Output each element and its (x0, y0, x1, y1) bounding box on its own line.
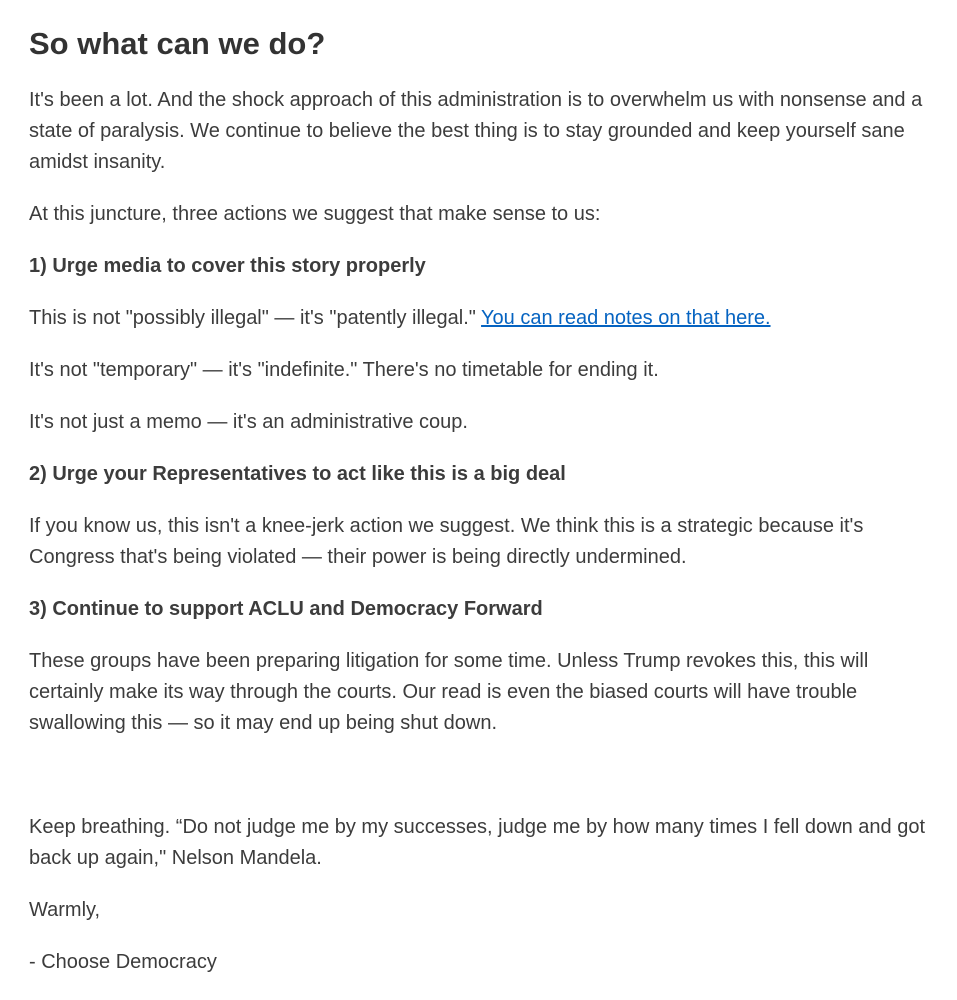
signature: - Choose Democracy (29, 951, 217, 973)
section-2-body: If you know us, this isn't a knee-jerk action we suggest. We think this is a strategic because it's Congress that's being violated — their power is being directly undermined. (29, 515, 864, 568)
sign-off: Warmly, (29, 899, 101, 921)
section-3-body: These groups have been preparing litigation for some time. Unless Trump revokes this, this will certainly make its way through the courts. Our read is even the biased courts will have trouble swallowing this — so it may end up being shut down. (29, 650, 869, 734)
page-title: So what can we do? (29, 26, 326, 61)
notes-link[interactable]: You can read notes on that here. (481, 307, 771, 329)
section-1-title: 1) Urge media to cover this story properly (29, 255, 426, 277)
section-3-title: 3) Continue to support ACLU and Democracy Forward (29, 598, 543, 620)
section-1-line-1-text: This is not "possibly illegal" — it's "patently illegal." (29, 307, 482, 329)
juncture-paragraph: At this juncture, three actions we suggest that make sense to us: (29, 203, 601, 225)
intro-paragraph: It's been a lot. And the shock approach of this administration is to overwhelm us with nonsense and a state of paralysis. We continue to believe the best thing is to stay grounded and keep yourself sane amidst insanity. (29, 89, 923, 173)
section-1-line-3: It's not just a memo — it's an administrative coup. (29, 411, 468, 433)
section-2-title: 2) Urge your Representatives to act like this is a big deal (29, 463, 566, 485)
section-1-line-2: It's not "temporary" — it's "indefinite." There's no timetable for ending it. (29, 359, 659, 381)
closing-quote: Keep breathing. “Do not judge me by my successes, judge me by how many times I fell down and got back up again," Nelson Mandela. (29, 816, 926, 869)
section-1-line-1 (29, 303, 929, 334)
